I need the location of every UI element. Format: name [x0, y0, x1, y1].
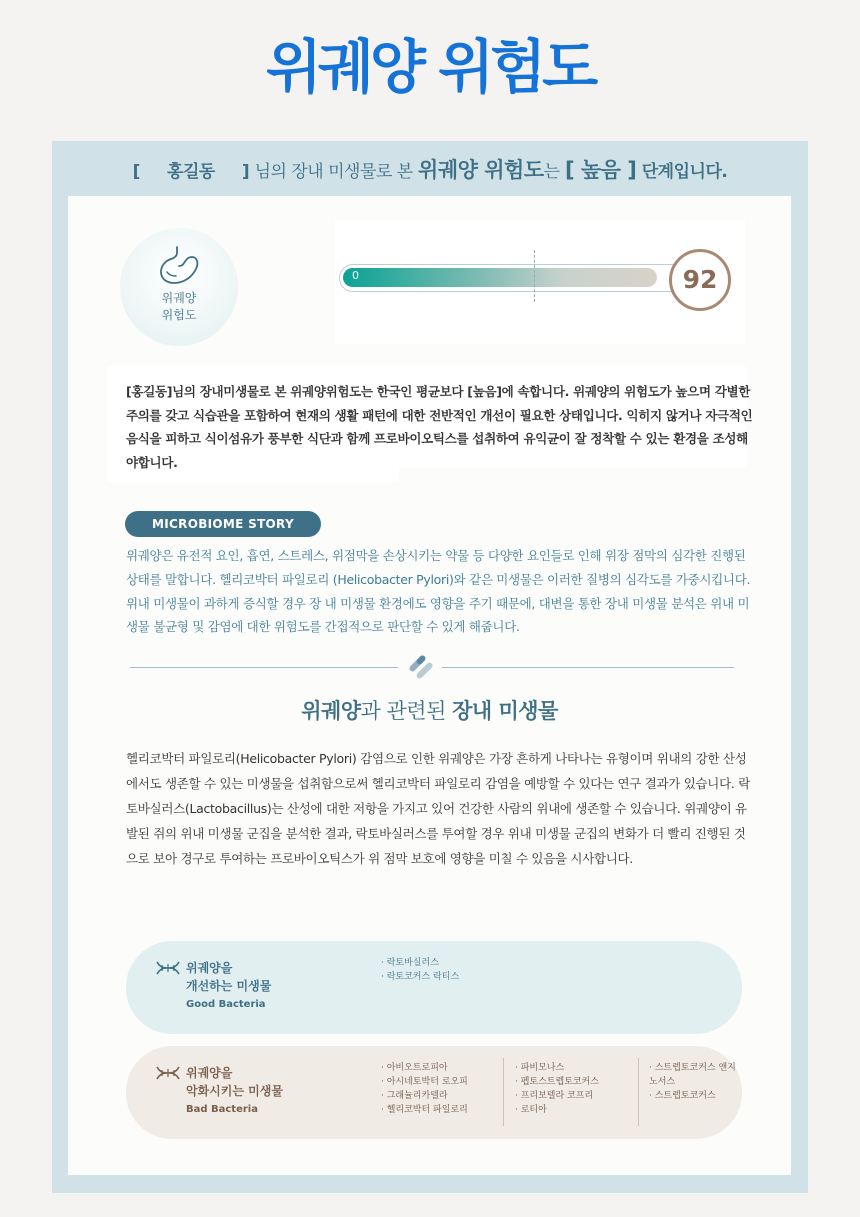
good-title-line2: 개선하는 미생물 — [186, 979, 272, 993]
bad-bacteria-list-2 — [515, 1061, 599, 1117]
dna-icon — [156, 1066, 180, 1080]
section-title-bold1: 위궤양 — [301, 699, 361, 723]
list-item: · 스트렙토코커스 — [649, 1091, 716, 1101]
bad-bacteria-list-3 — [649, 1061, 742, 1103]
list-item: · 스트렙토코커스 앤지노서스 — [649, 1063, 736, 1087]
bad-bacteria-box — [126, 1046, 742, 1139]
gauge-min-label: 0 — [352, 269, 359, 282]
divider-right — [442, 667, 734, 668]
page-title: 위궤양 위험도 — [265, 33, 595, 101]
stomach-label-line2: 위험도 — [161, 308, 197, 322]
headline-suffix2: 단계입니다. — [641, 162, 728, 182]
headline-mid: 님의 장내 미생물로 본 — [254, 162, 413, 182]
bad-title-line2: 악화시키는 미생물 — [186, 1084, 283, 1098]
stomach-label-line1: 위궤양 — [161, 291, 197, 305]
list-item: · 그래뉼리카텔라 — [381, 1091, 448, 1101]
list-item: · 펩토스트렙토코커스 — [515, 1077, 599, 1087]
list-item: · 파비모나스 — [515, 1063, 565, 1073]
gauge-average-marker — [534, 250, 535, 302]
good-title-line1: 위궤양을 — [186, 961, 233, 975]
good-bacteria-title — [186, 959, 271, 995]
stomach-icon — [157, 245, 201, 285]
stomach-badge — [120, 228, 238, 346]
section-title — [68, 695, 791, 725]
microbiome-story-label: MICROBIOME STORY — [125, 511, 321, 537]
good-bacteria-list — [381, 956, 459, 984]
bad-bacteria-list-1 — [381, 1061, 468, 1117]
bracket-open: [ — [132, 162, 140, 182]
column-divider — [638, 1058, 639, 1126]
capsule-icon — [408, 654, 434, 680]
bad-bacteria-title — [186, 1064, 283, 1100]
section-title-bold2: 장내 미생물 — [452, 699, 558, 723]
good-bacteria-box — [126, 941, 742, 1034]
microbiome-story-text: 위궤양은 유전적 요인, 흡연, 스트레스, 위점막을 손상시키는 약물 등 다양한 요인들로 인해 위장 점막의 심각한 진행된 상태를 말합니다. 헬리코박터 파일로리 (Helicobacter Pylori)와 같은 미생물은 이러한 질병의 심각도를 가중시킵니다. 위내 미생물이 과하게 증식할 경우 장 내 미생물 환경에도 영향을 주기 때문에, 대변을 통한 장내 미생물 분석은 위내 미생물 불균형 및 감염에 대한 위험도를 간접적으로 판단할 수 있게 해줍니다. — [126, 548, 751, 635]
column-divider — [503, 1058, 504, 1126]
divider-left — [130, 667, 398, 668]
bracket-close: ] — [241, 162, 250, 182]
risk-score: 92 — [669, 249, 731, 311]
risk-headline — [52, 149, 808, 191]
risk-gauge-track — [339, 264, 689, 292]
risk-level: [ 높음 ] — [564, 158, 637, 182]
bad-title-line1: 위궤양을 — [186, 1066, 233, 1080]
list-item: · 로티아 — [515, 1105, 547, 1115]
report-frame — [52, 141, 808, 1193]
user-name: 홍길동 — [167, 162, 215, 182]
list-item: · 헬리코박터 파일로리 — [381, 1105, 468, 1115]
section-title-mid: 과 관련된 — [360, 699, 446, 723]
good-bacteria-sub: Good Bacteria — [186, 999, 266, 1010]
list-item: · 아비오트로피아 — [381, 1063, 448, 1073]
section-body-text: 헬리코박터 파일로리(Helicobacter Pylori) 감염으로 인한 위궤양은 가장 흔하게 나타나는 유형이며 위내의 강한 산성에서도 생존할 수 있는 미생물을 섭취함으로써 헬리코박터 파일로리 감염을 예방할 수 있다는 연구 결과가 있습니다. 락토바실러스(Lactobacillus)는 산성에 대한 저항을 가지고 있어 건강한 사람의 위내에 생존할 수 있습니다. 위궤양이 유발된 쥐의 위내 미생물 군집을 분석한 결과, 락토바실러스를 투여할 경우 위내 미생물 군집의 변화가 더 빨리 진행된 것으로 보아 경구로 투여하는 프로바이오틱스가 위 점막 보호에 영향을 미칠 수 있음을 시사합니다. — [126, 751, 750, 866]
risk-gauge-fill — [343, 268, 657, 287]
report-body — [68, 196, 791, 1175]
bad-bacteria-sub: Bad Bacteria — [186, 1104, 258, 1115]
summary-text: [홍길동]님의 장내미생물로 본 위궤양위험도는 한국인 평균보다 [높음]에 속합니다. 위궤양의 위험도가 높으며 각별한 주의를 갖고 식습관을 포함하여 현재의 생활 패턴에 대한 전반적인 개선이 필요한 상태입니다. 익히지 않거나 자극적인 음식을 피하고 식이섬유가 풍부한 식단과 함께 프로바이오틱스를 섭취하여 유익균이 잘 정착할 수 있는 환경을 조성해야합니다. — [126, 384, 753, 470]
headline-suffix1: 는 — [543, 162, 560, 182]
list-item: · 락토코커스 락티스 — [381, 972, 460, 982]
list-item: · 프리보텔라 코프리 — [515, 1091, 594, 1101]
list-item: · 락토바실러스 — [381, 958, 439, 968]
list-item: · 아시네토박터 로오피 — [381, 1077, 468, 1087]
dna-icon — [156, 961, 180, 975]
headline-topic: 위궤양 위험도 — [418, 158, 544, 182]
stomach-label — [120, 290, 238, 324]
